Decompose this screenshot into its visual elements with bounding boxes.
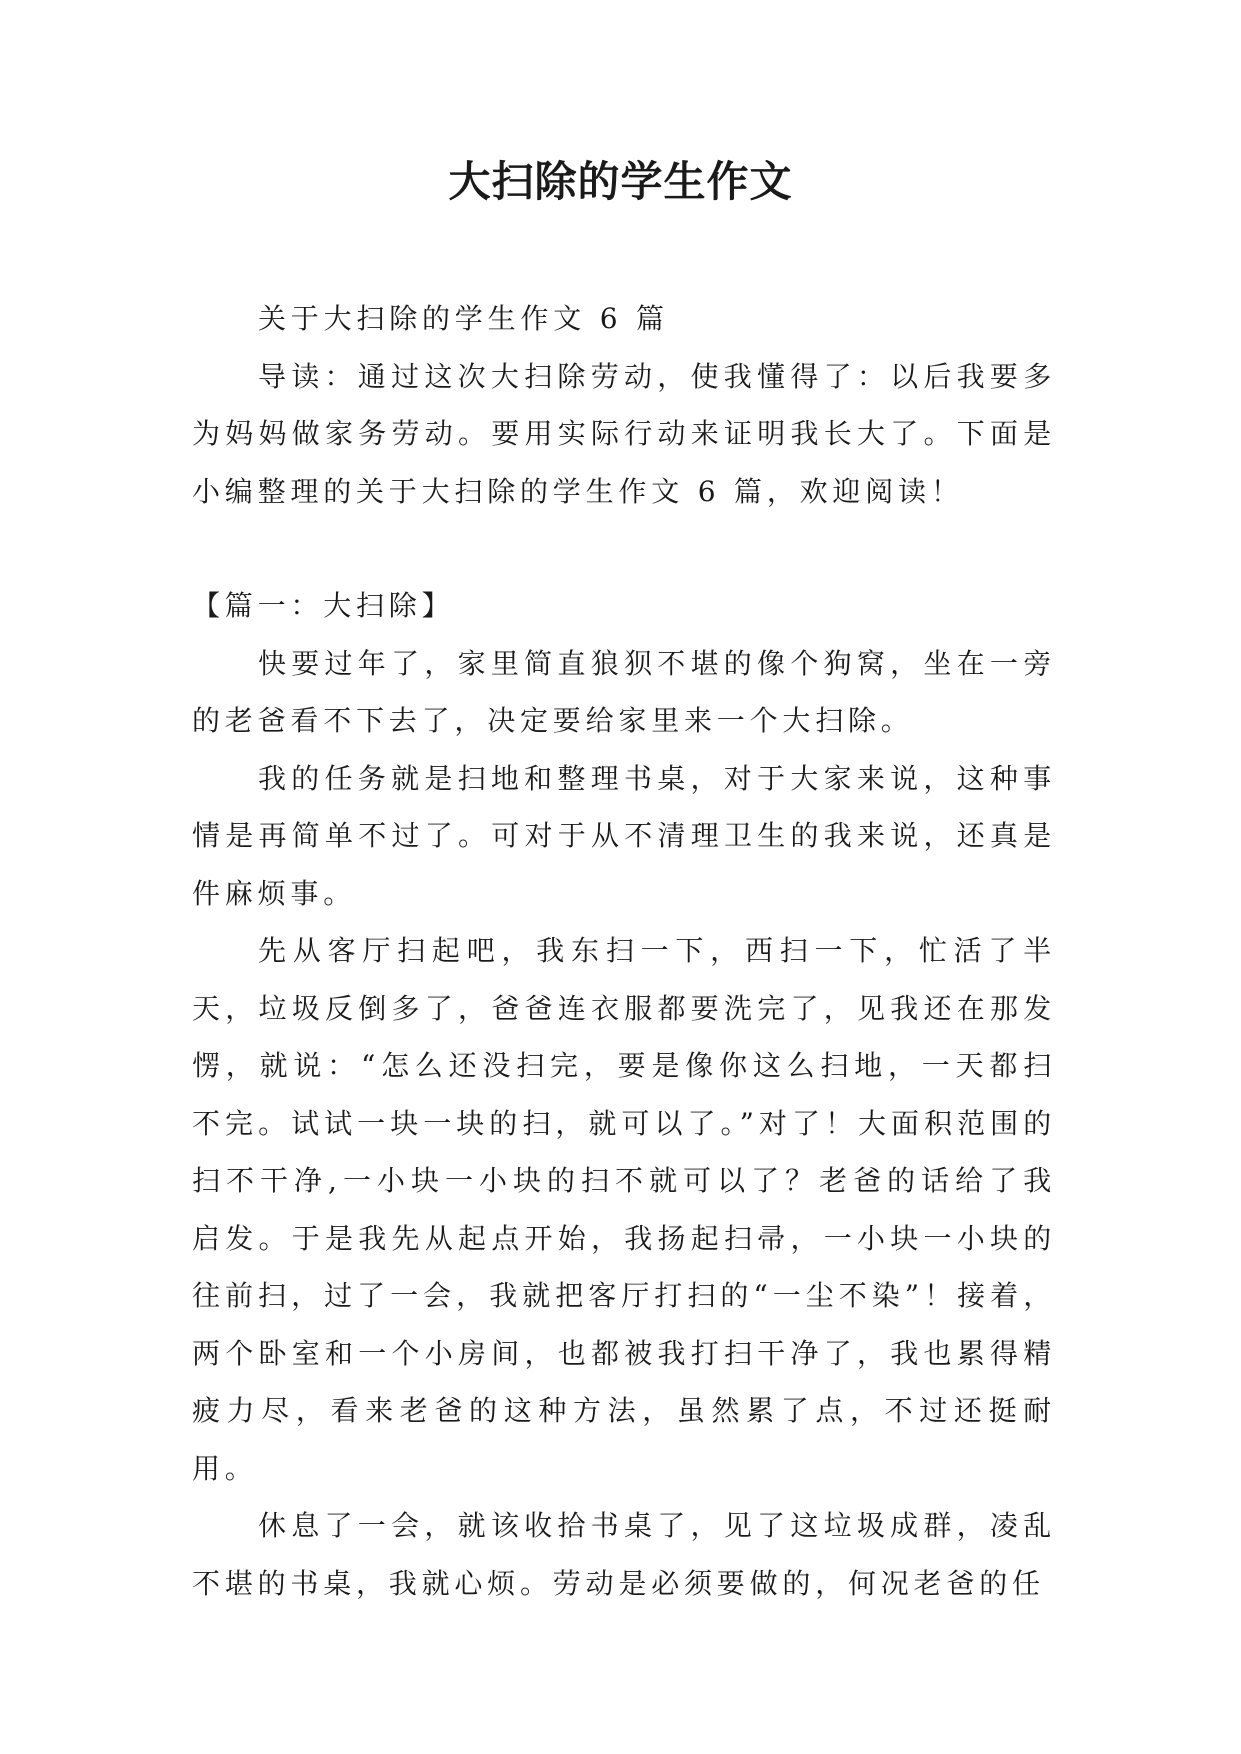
body-paragraph-3: 先从客厅扫起吧，我东扫一下，西扫一下，忙活了半天，垃圾反倒多了，爸爸连衣服都要洗完了，见我还在那发愣，就说：“怎么还没扫完，要是像你这么扫地，一天都扫不完。试试一块一块的扫，就可以了。”对了！大面积范围的扫不干净,一小块一小块的扫不就可以了？老爸的话给了我启发。于是我先从起点开始，我扬起扫帚，一小块一小块的往前扫，过了一会，我就把客厅打扫的“一尘不染”！接着，两个卧室和一个小房间，也都被我打扫干净了，我也累得精疲力尽，看来老爸的这种方法，虽然累了点，不过还挺耐用。 <box>192 934 1056 1485</box>
body-paragraph-2: 我的任务就是扫地和整理书桌，对于大家来说，这种事情是再简单不过了。可对于从不清理卫生的我来说，还真是件麻烦事。 <box>192 761 1056 910</box>
document-title: 大扫除的学生作文 <box>448 157 793 206</box>
lead-paragraph: 导读：通过这次大扫除劳动，使我懂得了：以后我要多为妈妈做家务劳动。要用实际行动来证明我长大了。下面是小编整理的关于大扫除的学生作文 6 篇，欢迎阅读！ <box>192 359 1056 508</box>
document-body <box>192 290 1056 1612</box>
section-heading: 【篇一：大扫除】 <box>192 589 455 622</box>
body-paragraph-1: 快要过年了，家里简直狼狈不堪的像个狗窝，坐在一旁的老爸看不下去了，决定要给家里来一个大扫除。 <box>192 646 1056 737</box>
document-subtitle: 关于大扫除的学生作文 6 篇 <box>258 302 669 335</box>
body-paragraph-4: 休息了一会，就该收拾书桌了，见了这垃圾成群，凌乱不堪的书桌，我就心烦。劳动是必须要做的，何况老爸的任 <box>192 1509 1056 1600</box>
